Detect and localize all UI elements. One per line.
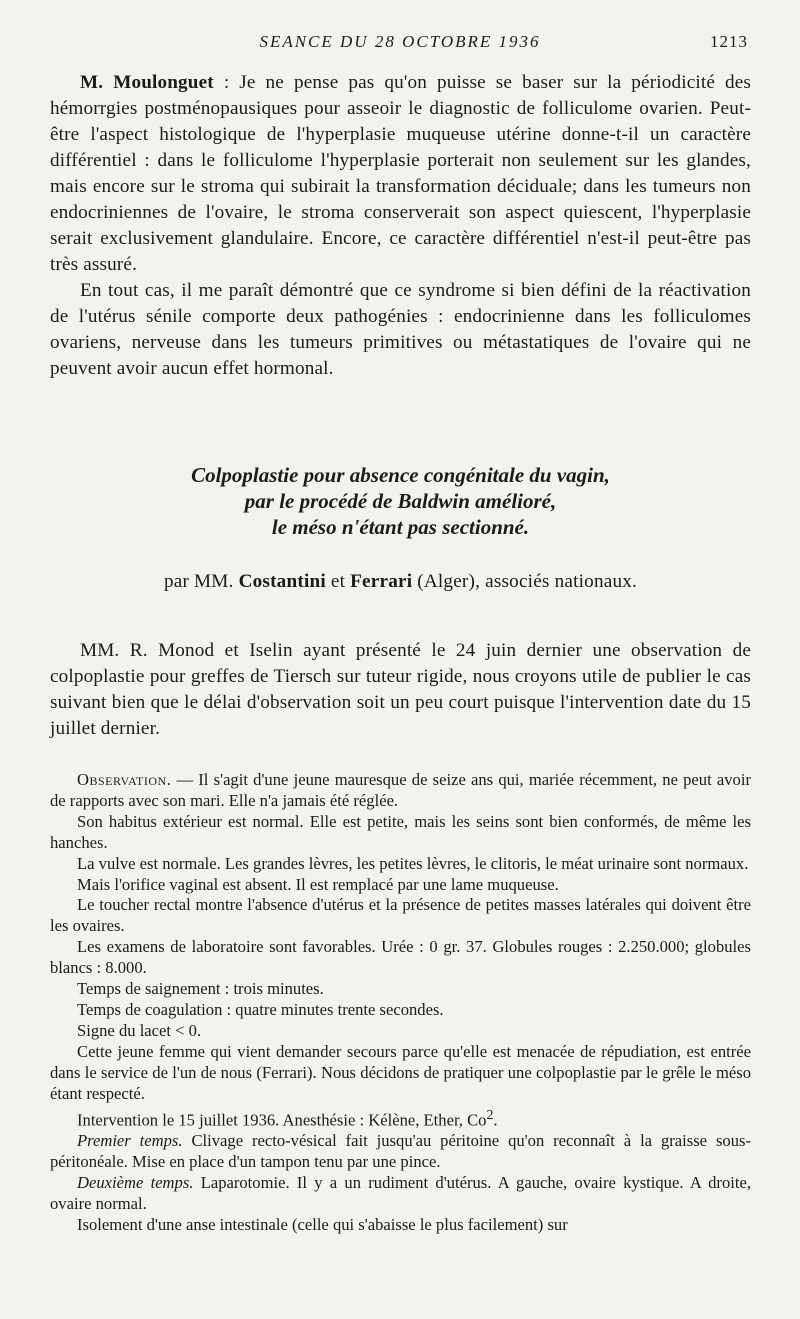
article-title: Colpoplastie pour absence congénitale du vagin, par le procédé de Baldwin amélioré, le méso n'étant pas sectionné. xyxy=(191,463,610,539)
observation-paragraph: La vulve est normale. Les grandes lèvres, les petites lèvres, le clitoris, le méat urinaire sont normaux. xyxy=(77,853,749,873)
page-header xyxy=(0,30,800,54)
observation-paragraph: Signe du lacet < 0. xyxy=(77,1020,202,1040)
observation-paragraph: Les examens de laboratoire sont favorables. Urée : 0 gr. 37. Globules rouges : 2.250.000; globules blancs : 8.000. xyxy=(50,937,751,978)
observation-paragraph: Temps de saignement : trois minutes. xyxy=(77,979,324,999)
observation-paragraph: Premier temps. Clivage recto-vésical fait jusqu'au péritoine qu'on reconnaît à la graisse sous-péritonéale. Mise en place d'un tampon tenu par une pince. xyxy=(50,1130,751,1171)
step-label: Deuxième temps. xyxy=(77,1172,194,1192)
running-title: SEANCE DU 28 OCTOBRE 1936 xyxy=(259,32,541,51)
observation-paragraph: Mais l'orifice vaginal est absent. Il est remplacé par une lame muqueuse. xyxy=(77,874,559,894)
discussion-section xyxy=(50,70,751,382)
observation-paragraph: Temps de coagulation : quatre minutes trente secondes. xyxy=(77,999,444,1019)
observation-paragraph: Deuxième temps. Laparotomie. Il y a un rudiment d'utérus. A gauche, ovaire kystique. A droite, ovaire normal. xyxy=(50,1172,751,1213)
article-authors: par MM. Costantini et Ferrari (Alger), associés nationaux. xyxy=(163,571,638,592)
speaker-name: M. Moulonguet xyxy=(80,72,214,93)
page-number: 1213 xyxy=(710,32,748,51)
observation-paragraph: Isolement d'une anse intestinale (celle qui s'abaisse le plus facilement) sur xyxy=(77,1214,568,1234)
step-label: Premier temps. xyxy=(77,1130,183,1150)
observation-section xyxy=(50,770,751,1235)
observation-label: Observation. xyxy=(77,770,172,789)
discussion-paragraph-2: En tout cas, il me paraît démontré que ce syndrome si bien défini de la réactivation de l'utérus sénile comporte deux pathogénies : endocrinienne dans les folliculomes ovariens, nerveuse dans les tumeurs primitives ou métastatiques de l'ovaire qui ne peuvent avoir aucun effet hormonal. xyxy=(50,280,751,379)
observation-paragraph: Intervention le 15 juillet 1936. Anesthésie : Kélène, Ether, Co$^2$. xyxy=(77,1106,498,1130)
article-intro xyxy=(50,638,751,742)
author-ferrari: Ferrari xyxy=(350,571,413,592)
observation-paragraph: Observation. — Il s'agit d'une jeune mauresque de seize ans qui, mariée récemment, ne peut avoir de rapports avec son mari. Elle n'a jamais été réglée. xyxy=(50,770,751,810)
observation-paragraph: Son habitus extérieur est normal. Elle est petite, mais les seins sont bien conformés, de même les hanches. xyxy=(50,811,751,852)
intro-paragraph: MM. R. Monod et Iselin ayant présenté le 24 juin dernier une observation de colpoplastie pour greffes de Tiersch sur tuteur rigide, nous croyons utile de publier le cas suivant bien que le délai d'observation soit un peu court puisque l'intervention date du 15 juillet dernier. xyxy=(50,640,751,739)
discussion-paragraph-1: M. Moulonguet : Je ne pense pas qu'on puisse se baser sur la périodicité des hémorrgies postménopausiques pour asseoir le diagnostic de folliculome ovarien. Peut-être l'aspect histologique de l'hyperplasie muqueuse utérine donne-t-il un caractère différentiel : dans le folliculome l'hyperplasie porterait non seulement sur les glandes, mais encore sur le stroma qui subirait la transformation déciduale; dans les tumeurs non endocriniennes de l'ovaire, le stroma conserverait son aspect quiescent, l'hyperplasie serait exclusivement glandulaire. Encore, ce caractère différentiel n'est-il peut-être pas très assuré. xyxy=(50,72,752,275)
observation-paragraph: Cette jeune femme qui vient demander secours parce qu'elle est menacée de répudiation, est entrée dans le service de l'un de nous (Ferrari). Nous décidons de pratiquer une colpoplastie par le grêle le méso étant respecté. xyxy=(50,1041,751,1103)
author-costantini: Costantini xyxy=(238,571,326,592)
observation-paragraph: Le toucher rectal montre l'absence d'utérus et la présence de petites masses latérales qui doivent être les ovaires. xyxy=(50,895,751,936)
